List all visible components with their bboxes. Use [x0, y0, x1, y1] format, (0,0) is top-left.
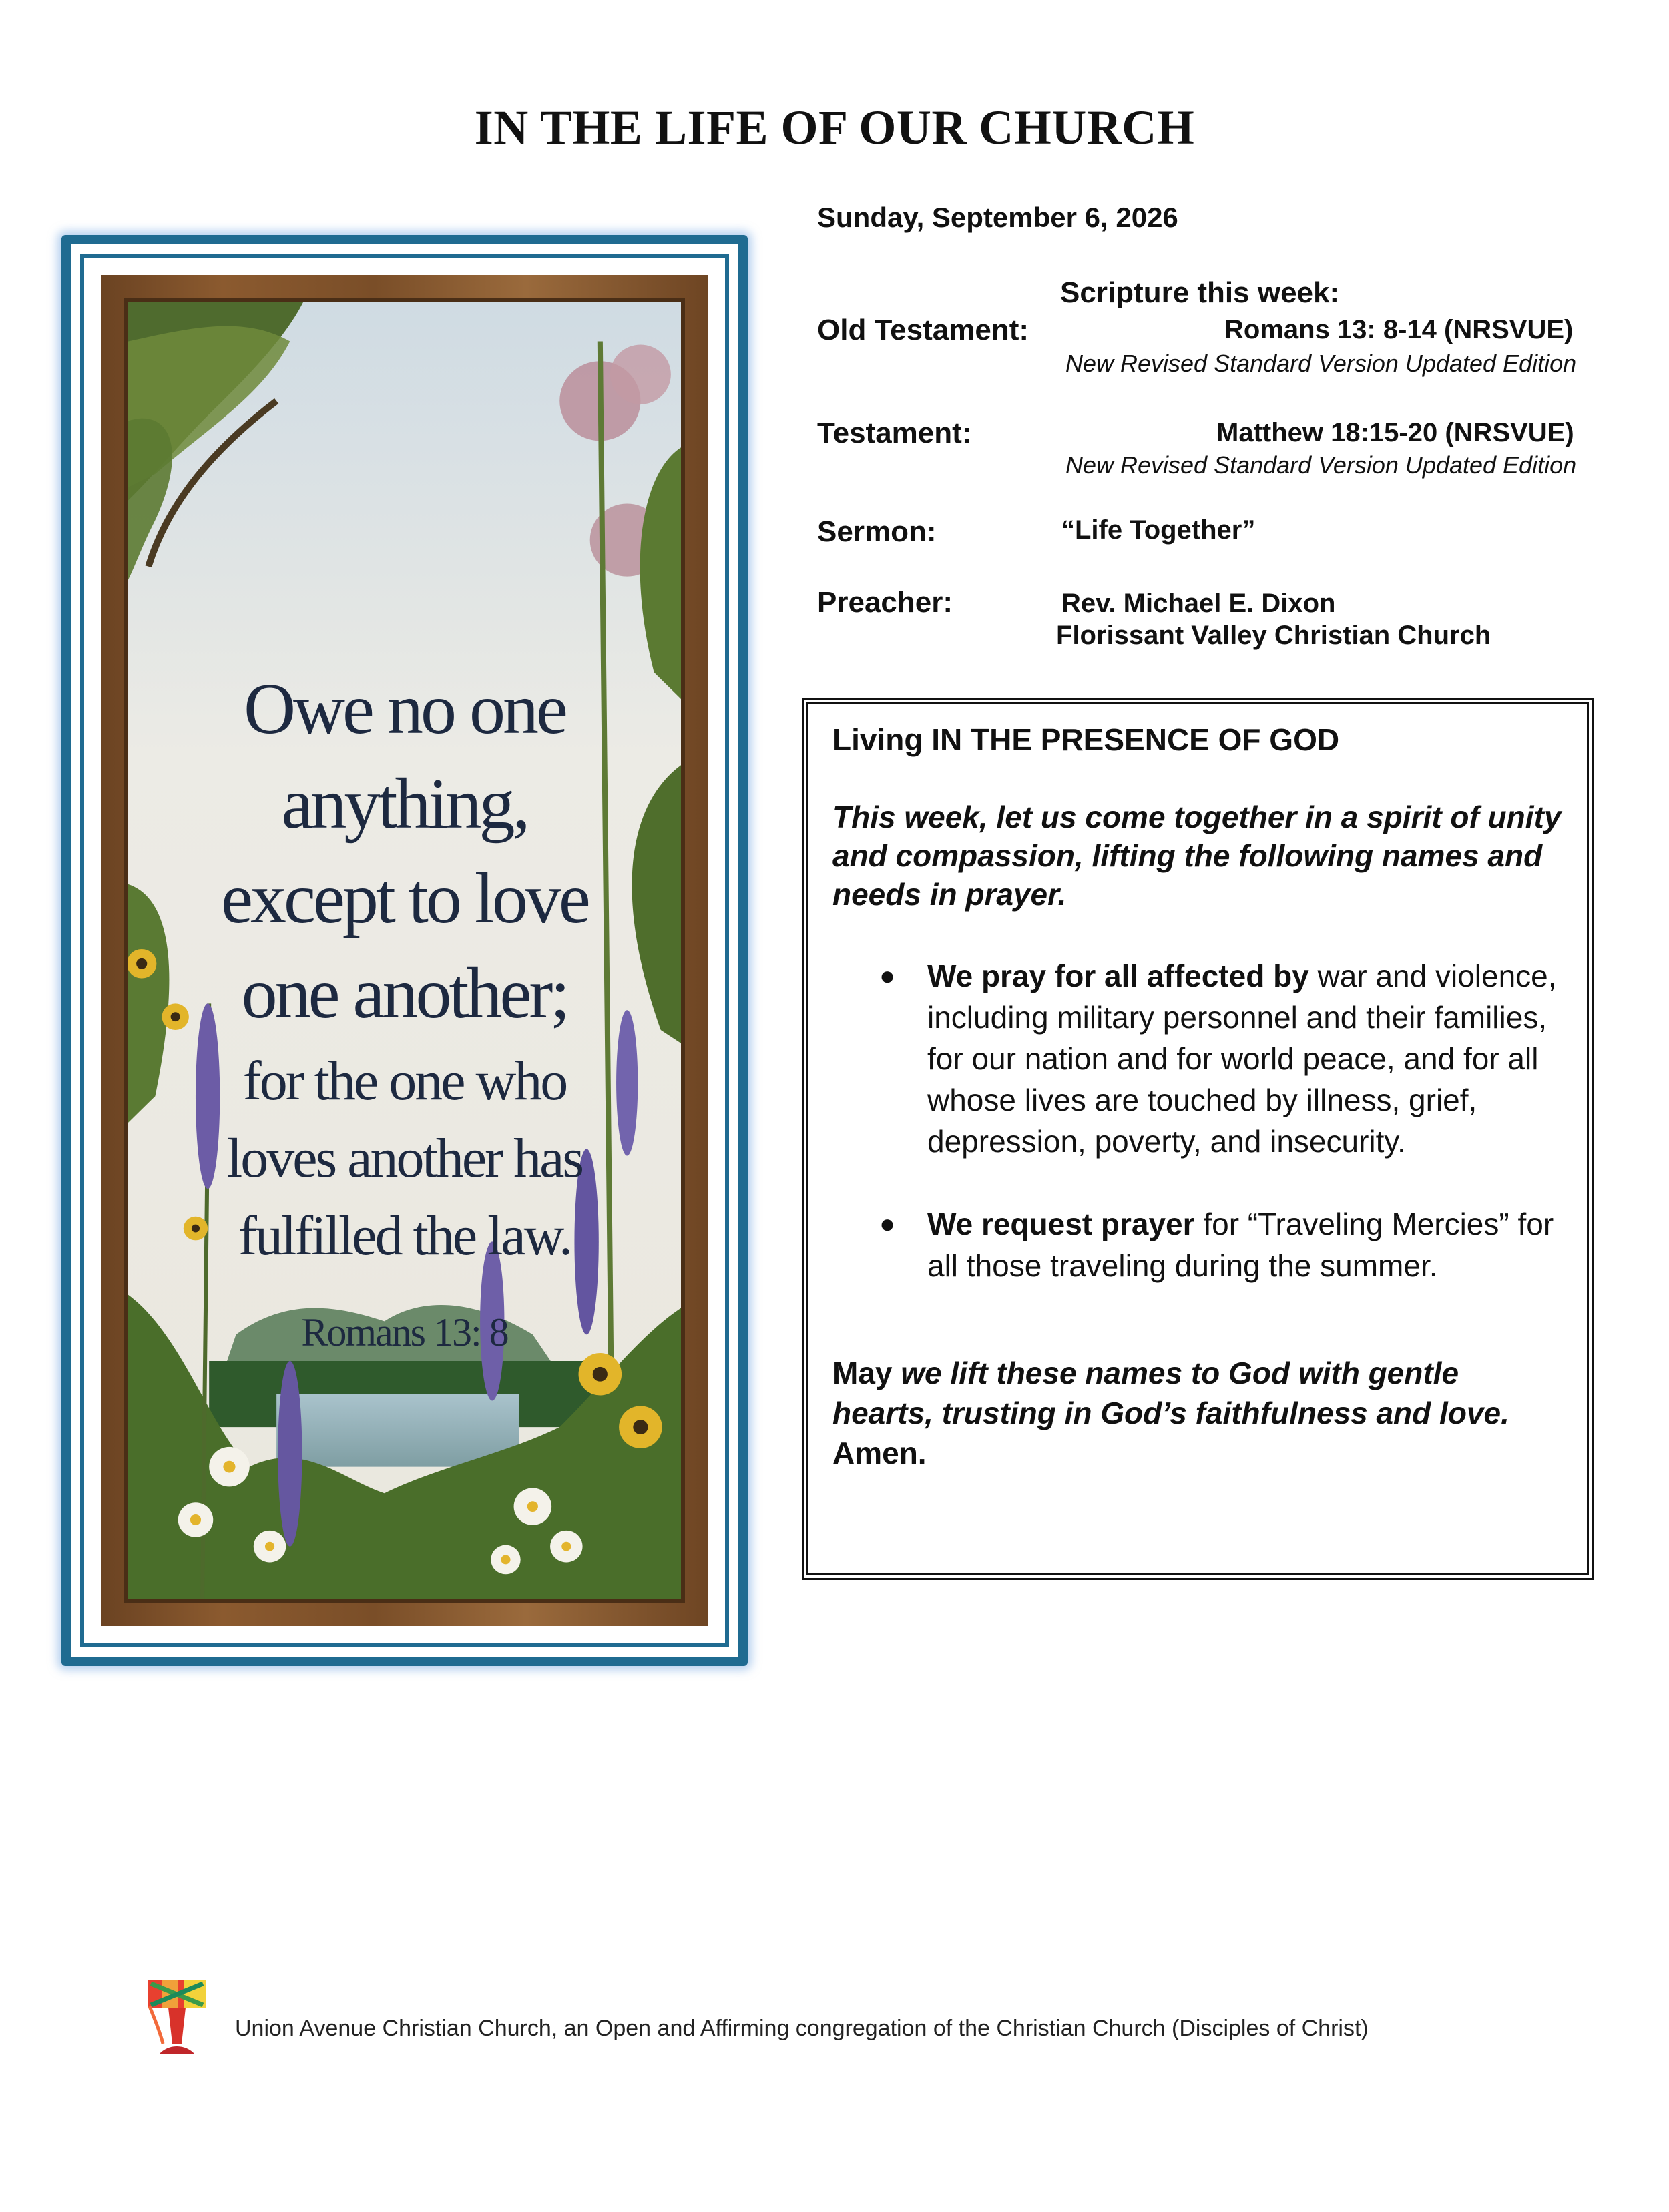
- footer-text: Union Avenue Christian Church, an Open and Affirming congregation of the Christian Church (Disciples of Christ): [235, 2016, 1369, 2041]
- old-testament-reading: Romans 13: 8-14 (NRSVUE): [1224, 315, 1574, 344]
- closing-amen: Amen.: [832, 1436, 927, 1470]
- quote-line: Owe no one: [244, 669, 565, 749]
- quote-line: fulfilled the law.: [238, 1205, 571, 1267]
- prayer-item-text: for “Traveling Mercies” for all those traveling during the summer.: [927, 1207, 1554, 1283]
- closing-may: May: [832, 1356, 893, 1390]
- prayer-item-lead: We pray for all affected by: [927, 958, 1309, 993]
- wooden-frame: [101, 275, 708, 1626]
- scripture-image-frame: [61, 235, 748, 1666]
- quote-line: anything,: [281, 764, 528, 844]
- quote-line: loves another has: [226, 1127, 583, 1189]
- old-testament-version: New Revised Standard Version Updated Edition: [1065, 350, 1577, 377]
- quote-line: except to love: [221, 859, 588, 938]
- quote-reference: Romans 13: 8: [301, 1310, 508, 1354]
- sermon-label: Sermon:: [817, 515, 937, 548]
- sermon-title: “Life Together”: [1061, 515, 1256, 545]
- prayer-closing: [832, 1353, 1566, 1473]
- preacher-church: Florissant Valley Christian Church: [1056, 621, 1491, 650]
- preacher-label: Preacher:: [817, 586, 953, 619]
- quote-line: one another;: [241, 954, 568, 1033]
- bullet-icon: ●: [879, 961, 896, 991]
- prayer-title: Living IN THE PRESENCE OF GOD: [832, 722, 1340, 757]
- page-title: IN THE LIFE OF OUR CHURCH: [474, 101, 1195, 154]
- prayer-item-lead: We request prayer: [927, 1207, 1195, 1241]
- testament-label: Testament:: [817, 417, 972, 449]
- prayer-list: [832, 955, 1566, 1286]
- scripture-quote: [128, 662, 681, 1356]
- testament-reading: Matthew 18:15-20 (NRSVUE): [1216, 418, 1574, 447]
- bullet-icon: ●: [879, 1209, 896, 1239]
- prayer-intro: This week, let us come together in a spirit of unity and compassion, lifting the following names and needs in prayer.: [832, 800, 1562, 912]
- closing-italic: we lift these names to God with gentle hearts, trusting in God’s faithfulness and love.: [832, 1356, 1509, 1430]
- scripture-image: [124, 298, 685, 1603]
- prayer-box: [806, 702, 1589, 1575]
- service-date: Sunday, September 6, 2026: [817, 202, 1178, 233]
- quote-line: for the one who: [242, 1050, 567, 1112]
- scripture-heading: Scripture this week:: [1060, 276, 1340, 309]
- testament-version: New Revised Standard Version Updated Edition: [1065, 451, 1577, 479]
- list-item: [879, 955, 1566, 1162]
- list-item: [879, 1203, 1566, 1286]
- prayer-item-text: war and violence, including military personnel and their families, for our nation and for world peace, and for all whose lives are touched by illness, grief, depression, poverty, and insecurity.: [927, 958, 1557, 1159]
- preacher-name: Rev. Michael E. Dixon: [1061, 589, 1336, 618]
- chalice-logo-icon: [148, 1980, 206, 2057]
- old-testament-label: Old Testament:: [817, 314, 1029, 346]
